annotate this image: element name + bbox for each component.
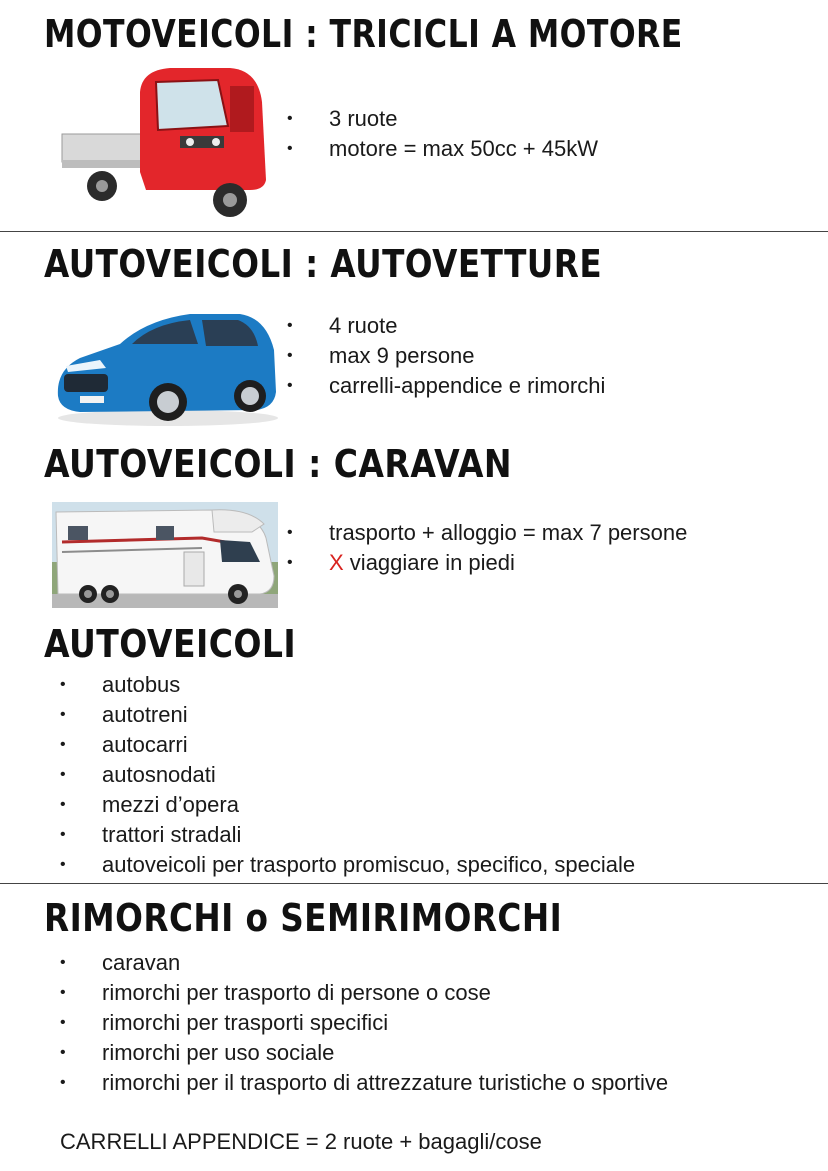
- list-item: • autobus: [60, 672, 181, 697]
- list-item: • carrelli-appendice e rimorchi: [287, 373, 606, 398]
- list-item: • caravan: [60, 950, 181, 975]
- tricicli-bullet-list: [287, 104, 598, 164]
- tricycle-photo: [60, 62, 270, 222]
- list-item: • autocarri: [60, 732, 188, 757]
- section-divider: [0, 231, 828, 232]
- list-item: • 3 ruote: [287, 106, 398, 131]
- list-item: • motore = max 50cc + 45kW: [287, 136, 598, 161]
- rimorchi-bullet-list: [60, 948, 668, 1098]
- list-item: • rimorchi per il trasporto di attrezzature turistiche o sportive: [60, 1070, 669, 1095]
- list-item: • rimorchi per uso sociale: [60, 1040, 335, 1065]
- list-item: • 4 ruote: [287, 313, 398, 338]
- list-item: • rimorchi per trasporto di persone o cose: [60, 980, 491, 1005]
- list-item: • trattori stradali: [60, 822, 242, 847]
- list-item: • trasporto + alloggio = max 7 persone: [287, 520, 688, 545]
- section-title-rimorchi: RIMORCHI o SEMIRIMORCHI: [44, 896, 563, 940]
- list-item: • autotreni: [60, 702, 188, 727]
- section-divider: [0, 883, 828, 884]
- list-item: • rimorchi per trasporti specifici: [60, 1010, 389, 1035]
- autoveicoli-bullet-list: [60, 670, 635, 880]
- forbidden-x-mark: X: [329, 550, 344, 575]
- list-item: • autosnodati: [60, 762, 216, 787]
- car-photo: [50, 300, 280, 430]
- list-item: • max 9 persone: [287, 343, 475, 368]
- section-title-caravan: AUTOVEICOLI : CARAVAN: [44, 442, 513, 486]
- section-title-tricicli: MOTOVEICOLI : TRICICLI A MOTORE: [44, 12, 683, 56]
- list-item: • autoveicoli per trasporto promiscuo, specifico, speciale: [60, 852, 636, 877]
- footer-note: CARRELLI APPENDICE = 2 ruote + bagagli/cose: [60, 1129, 542, 1154]
- autovetture-bullet-list: [287, 311, 605, 401]
- list-item: • mezzi d’opera: [60, 792, 239, 817]
- camper-photo: [52, 502, 278, 608]
- caravan-bullet-list: [287, 518, 687, 578]
- section-title-autovetture: AUTOVEICOLI : AUTOVETTURE: [44, 242, 603, 286]
- section-title-autoveicoli: AUTOVEICOLI: [44, 622, 297, 666]
- list-item: • X viaggiare in piedi: [287, 550, 515, 575]
